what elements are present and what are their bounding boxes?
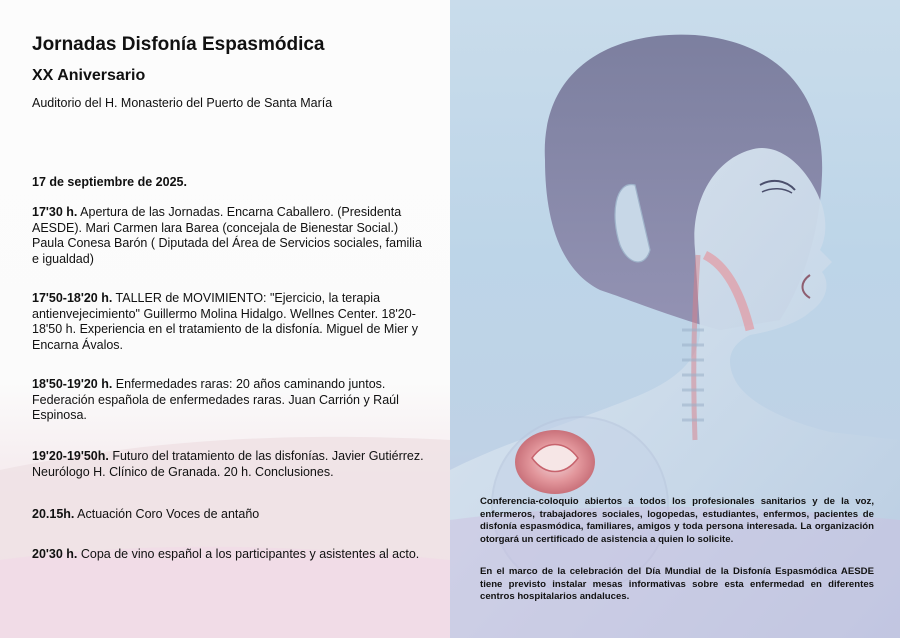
session-time: 19'20-19'50h. [32, 449, 109, 463]
info-paragraph-2: En el marco de la celebración del Día Mundial de la Disfonía Espasmódica AESDE tiene previsto instalar mesas informativas sobre esta enfermedad en diferentes centros hospitalarios andaluces. [480, 566, 874, 603]
session-text: TALLER de MOVIMIENTO: "Ejercicio, la terapia antienvejecimiento" Guillermo Molina Hidalgo. Wellnes Center. 18'20-18'50 h. Experiencia en el tratamiento de la disfonía. Miguel de Mier y Encarna Ávalos. [32, 291, 418, 352]
info-paragraph-1: Conferencia-coloquio abiertos a todos los profesionales sanitarios y de la voz, enfermeros, trabajadores sociales, logopedas, estudiantes, enfermos, pacientes de disfonía espasmódica, familiares, amigos y toda persona interesada. La organización otorgará un certificado de asistencia a quien lo solicite. [480, 496, 874, 545]
session-time: 17'50-18'20 h. [32, 291, 113, 305]
session-item [32, 449, 432, 480]
page-subtitle: XX Aniversario [32, 67, 146, 84]
session-text: Actuación Coro Voces de antaño [74, 507, 260, 521]
session-item [32, 377, 432, 424]
session-time: 18'50-19'20 h. [32, 377, 113, 391]
session-text: Copa de vino español a los participantes y asistentes al acto. [77, 547, 420, 561]
venue: Auditorio del H. Monasterio del Puerto de Santa María [32, 96, 333, 110]
session-item [32, 291, 432, 353]
session-text: Futuro del tratamiento de las disfonías. Javier Gutiérrez. Neurólogo H. Clínico de Granada. 20 h. Conclusiones. [32, 449, 424, 479]
session-time: 17'30 h. [32, 205, 78, 219]
session-item [32, 205, 432, 267]
session-text: Enfermedades raras: 20 años caminando juntos. Federación española de enfermedades raras. Juan Carrión y Raúl Espinosa. [32, 377, 399, 422]
event-date: 17 de septiembre de 2025. [32, 175, 187, 189]
session-item [32, 507, 432, 523]
session-time: 20'30 h. [32, 547, 78, 561]
session-item [32, 547, 432, 563]
page-title: Jornadas Disfonía Espasmódica [32, 34, 325, 55]
session-text: Apertura de las Jornadas. Encarna Caballero. (Presidenta AESDE). Mari Carmen lara Barea (concejala de Bienestar Social.) Paula Conesa Barón ( Diputada del Área de Servicios sociales, familia e igualdad) [32, 205, 422, 266]
session-time: 20.15h. [32, 507, 75, 521]
